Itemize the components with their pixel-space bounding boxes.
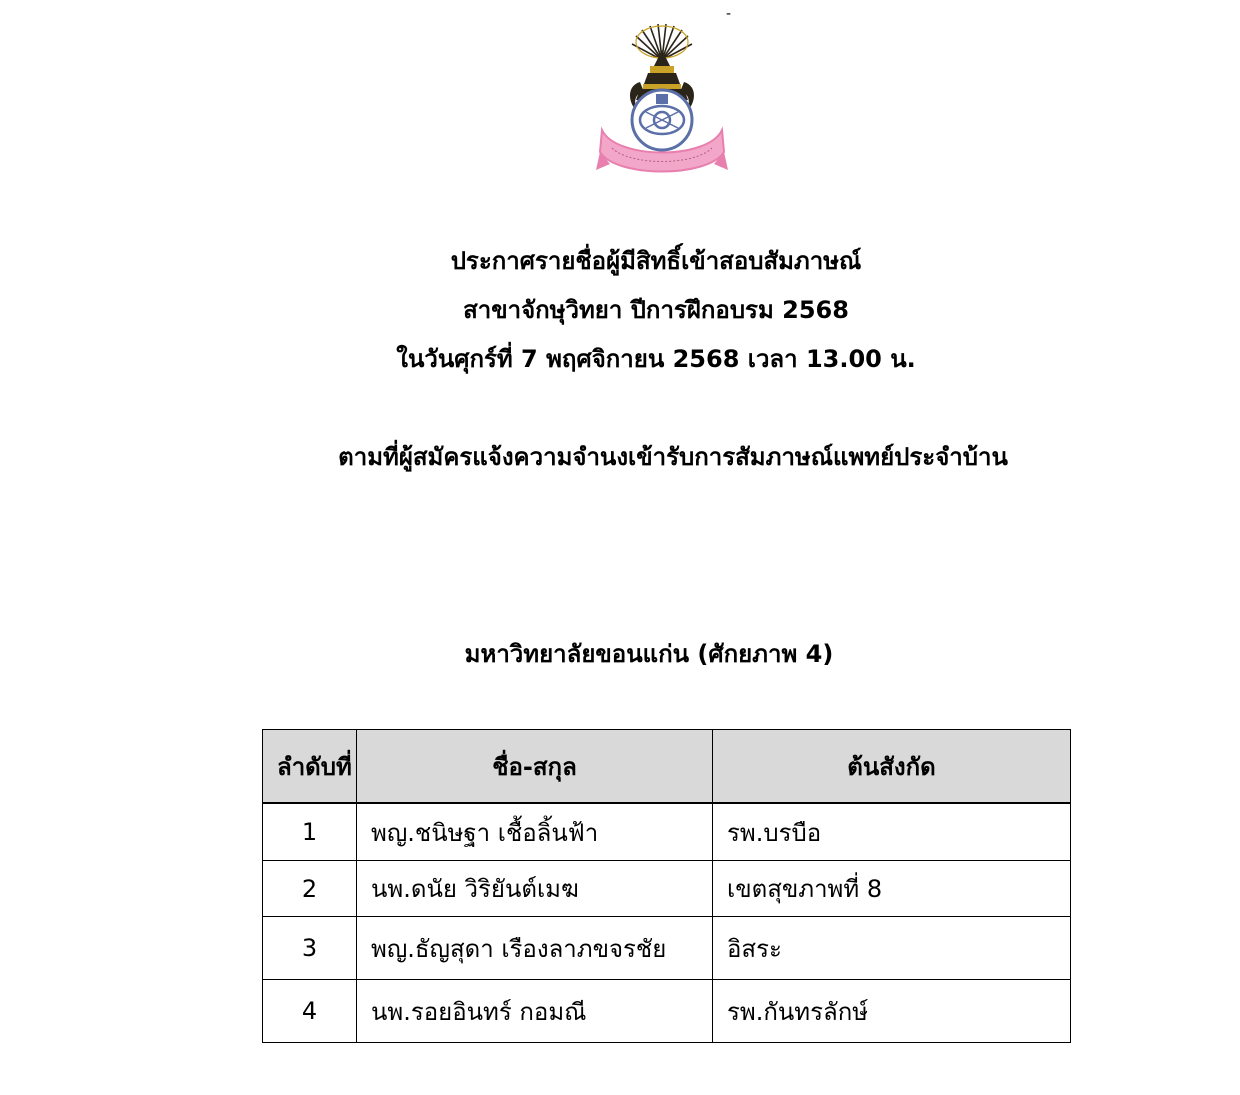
row-order: 4 [263, 980, 357, 1043]
candidate-table [262, 729, 1071, 1043]
row-affiliation: อิสระ [713, 917, 1071, 980]
ophthalmology-college-crest-icon [596, 20, 728, 180]
row-name: พญ.ธัญสุดา เรืองลาภขจรชัย [357, 917, 713, 980]
program-line: สาขาจักษุวิทยา ปีการฝึกอบรม 2568 [463, 296, 849, 324]
table-header-row [263, 730, 1071, 804]
college-crest-logo [596, 20, 728, 180]
row-name: พญ.ชนิษฐา เชื้อลิ้นฟ้า [357, 803, 713, 861]
table-row [263, 861, 1071, 917]
row-affiliation: รพ.บรบือ [713, 803, 1071, 861]
table-row [263, 980, 1071, 1043]
row-order: 3 [263, 917, 357, 980]
header-name: ชื่อ-สกุล [357, 730, 713, 804]
table-row [263, 803, 1071, 861]
table-row [263, 917, 1071, 980]
date-line: ในวันศุกร์ที่ 7 พฤศจิกายน 2568 เวลา 13.00 น. [396, 345, 916, 373]
row-order: 2 [263, 861, 357, 917]
row-affiliation: เขตสุขภาพที่ 8 [713, 861, 1071, 917]
row-affiliation: รพ.กันทรลักษ์ [713, 980, 1071, 1043]
institution-title: มหาวิทยาลัยขอนแก่น (ศักยภาพ 4) [464, 640, 834, 668]
corner-mark: - [726, 6, 732, 22]
announcement-title: ประกาศรายชื่อผู้มีสิทธิ์เข้าสอบสัมภาษณ์ [450, 247, 862, 275]
context-line: ตามที่ผู้สมัครแจ้งความจำนงเข้ารับการสัมภาษณ์แพทย์ประจำบ้าน [338, 443, 1008, 471]
row-name: นพ.ดนัย วิริยันต์เมฆ [357, 861, 713, 917]
row-order: 1 [263, 803, 357, 861]
header-order: ลำดับที่ [263, 730, 357, 804]
row-name: นพ.รอยอินทร์ กอมณี [357, 980, 713, 1043]
header-affiliation: ต้นสังกัด [713, 730, 1071, 804]
